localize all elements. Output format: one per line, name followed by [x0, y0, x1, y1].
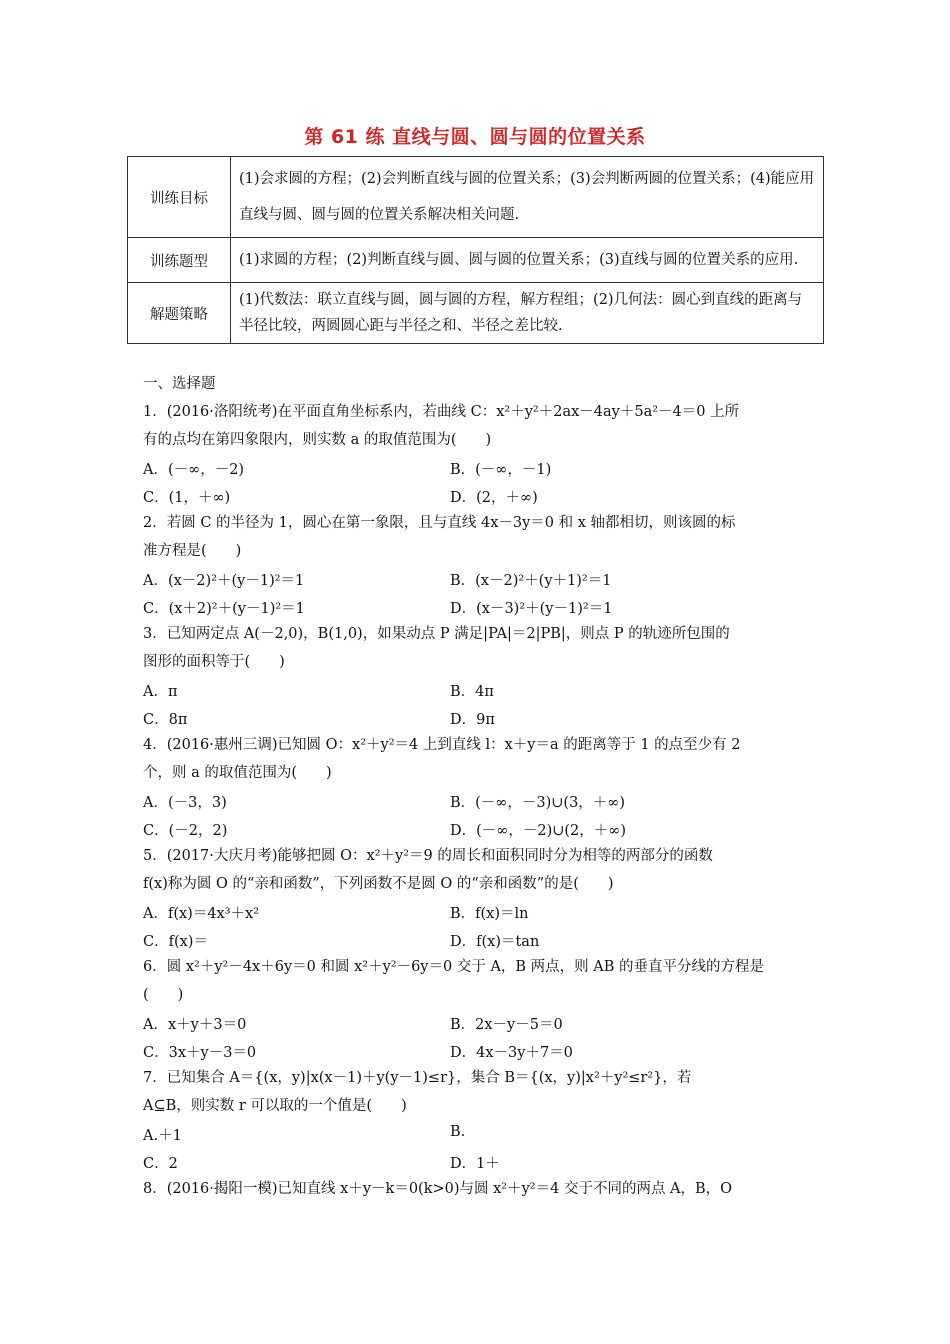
question-3-line-2: 图形的面积等于( ): [143, 654, 285, 670]
option-a: A.＋1: [143, 1128, 182, 1144]
option-a: A．f(x)＝4x³＋x²: [143, 906, 260, 922]
question-4-line-2: 个，则 a 的取值范围为( ): [143, 765, 332, 781]
question-3-line-1: 3．已知两定点 A(－2,0)，B(1,0)，如果动点 P 满足|PA|＝2|PB|，则点 P 的轨迹所包围的: [143, 626, 730, 642]
row-text: (1)代数法：联立直线与圆，圆与圆的方程，解方程组；(2)几何法：圆心到直线的距离与半径比较，两圆圆心距与半径之和、半径之差比较.: [231, 283, 824, 344]
row-label: 训练题型: [128, 238, 231, 283]
page-title: 第 61 练 直线与圆、圆与圆的位置关系: [304, 126, 646, 148]
option-c: C．(1，＋∞): [143, 490, 231, 506]
row-text: (1)会求圆的方程；(2)会判断直线与圆的位置关系；(3)会判断两圆的位置关系；(4)能应用直线与圆、圆与圆的位置关系解决相关问题.: [231, 157, 824, 238]
option-d: D．(x－3)²＋(y－1)²＝1: [450, 601, 613, 617]
option-b: B．2x－y－5＝0: [450, 1017, 563, 1033]
question-7-line-2: A⊆B，则实数 r 可以取的一个值是( ): [143, 1098, 407, 1114]
option-b: B．4π: [450, 684, 494, 700]
question-6-line-2: ( ): [143, 987, 184, 1003]
section-heading: 一、选择题: [143, 376, 216, 392]
option-c: C．(x＋2)²＋(y－1)²＝1: [143, 601, 305, 617]
option-c: C．2: [143, 1156, 178, 1172]
option-d: D．(－∞，－2)∪(2，＋∞): [450, 823, 627, 839]
table-row: [128, 157, 824, 238]
question-6-line-1: 6．圆 x²＋y²－4x＋6y＝0 和圆 x²＋y²－6y＝0 交于 A，B 两点，则 AB 的垂直平分线的方程是: [143, 959, 765, 975]
question-5-line-2: f(x)称为圆 O 的“亲和函数”，下列函数不是圆 O 的“亲和函数”的是( ): [143, 876, 614, 892]
option-a: A．(－∞，－2): [143, 462, 245, 478]
option-b: B.: [450, 1124, 466, 1140]
option-a: A．(－3，3): [143, 795, 227, 811]
option-b: B．(－∞，－3)∪(3，＋∞): [450, 795, 626, 811]
question-1-line-2: 有的点均在第四象限内，则实数 a 的取值范围为( ): [143, 432, 492, 448]
question-2-line-1: 2．若圆 C 的半径为 1，圆心在第一象限，且与直线 4x－3y＝0 和 x 轴都相切，则该圆的标: [143, 515, 736, 531]
option-d: D．9π: [450, 712, 495, 728]
table-row: [128, 283, 824, 344]
question-1-line-1: 1．(2016·洛阳统考)在平面直角坐标系内，若曲线 C：x²＋y²＋2ax－4ay＋5a²－4＝0 上所: [143, 404, 740, 420]
row-label: 解题策略: [128, 283, 231, 344]
table-row: [128, 238, 824, 283]
option-b: B．f(x)＝ln: [450, 906, 529, 922]
option-a: A．(x－2)²＋(y－1)²＝1: [143, 573, 305, 589]
question-2-line-2: 准方程是( ): [143, 543, 242, 559]
option-a: A．π: [143, 684, 178, 700]
question-5-line-1: 5．(2017·大庆月考)能够把圆 O：x²＋y²＝9 的周长和面积同时分为相等的两部分的函数: [143, 848, 713, 864]
option-d: D．1＋: [450, 1156, 500, 1172]
option-c: C．f(x)＝: [143, 934, 208, 950]
option-d: D．f(x)＝tan: [450, 934, 540, 950]
option-c: C．8π: [143, 712, 188, 728]
option-d: D．4x－3y＋7＝0: [450, 1045, 573, 1061]
question-4-line-1: 4．(2016·惠州三调)已知圆 O：x²＋y²＝4 上到直线 l：x＋y＝a 的距离等于 1 的点至少有 2: [143, 737, 741, 753]
option-c: C．3x＋y－3＝0: [143, 1045, 257, 1061]
option-b: B．(x－2)²＋(y＋1)²＝1: [450, 573, 612, 589]
row-label: 训练目标: [128, 157, 231, 238]
training-info-table: [127, 156, 824, 344]
option-a: A．x＋y＋3＝0: [143, 1017, 247, 1033]
option-b: B．(－∞，－1): [450, 462, 552, 478]
question-8-line-1: 8．(2016·揭阳一模)已知直线 x＋y－k＝0(k>0)与圆 x²＋y²＝4 交于不同的两点 A，B，O: [143, 1181, 733, 1197]
row-text: (1)求圆的方程；(2)判断直线与圆、圆与圆的位置关系；(3)直线与圆的位置关系的应用.: [231, 238, 824, 283]
option-d: D．(2，＋∞): [450, 490, 538, 506]
question-7-line-1: 7．已知集合 A＝{(x，y)|x(x－1)＋y(y－1)≤r}，集合 B＝{(x，y)|x²＋y²≤r²}，若: [143, 1070, 692, 1086]
option-c: C．(－2，2): [143, 823, 228, 839]
